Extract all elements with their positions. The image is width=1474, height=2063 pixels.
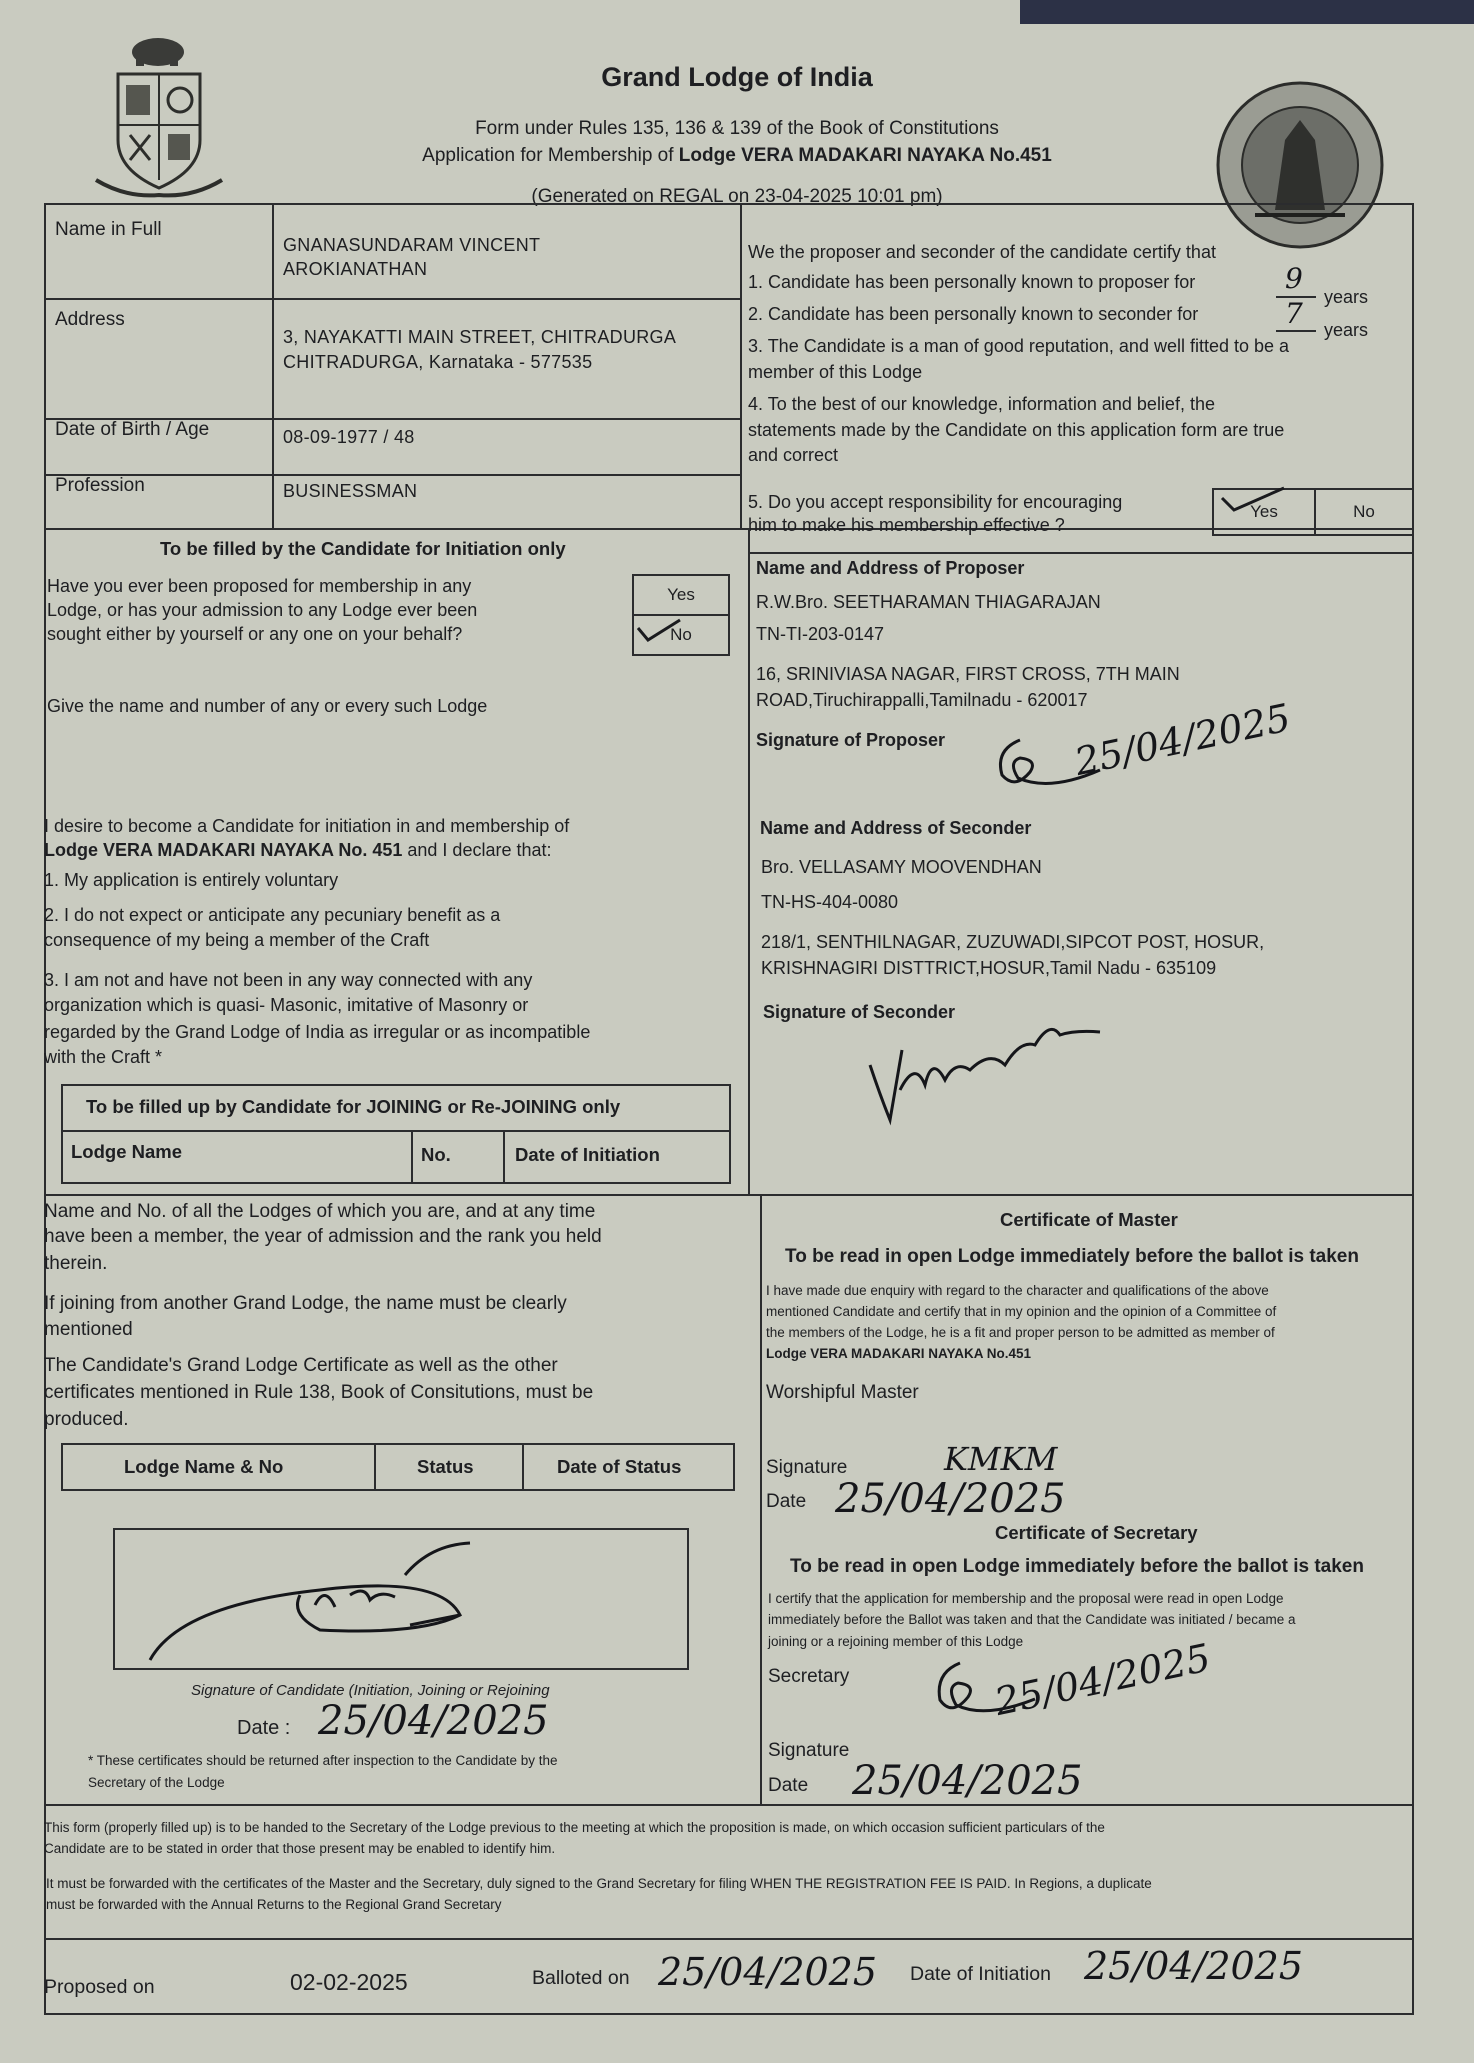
col-date-of-status: Date of Status <box>557 1456 682 1477</box>
declaration-3-line4: with the Craft * <box>44 1047 163 1067</box>
declaration-1: 1. My application is entirely voluntary <box>44 870 339 890</box>
master-certificate-subtitle: To be read in open Lodge immediately before the ballot is taken <box>785 1246 1359 1267</box>
col-lodge-name-no: Lodge Name & No <box>124 1456 284 1477</box>
balloted-on-label: Balloted on <box>532 1967 630 1989</box>
certify-item5-line1: 5. Do you accept responsibility for encouraging <box>748 492 1123 512</box>
master-date-label: Date <box>766 1491 807 1512</box>
initiation-question-line1: Have you ever been proposed for membership in any <box>47 576 472 596</box>
membership-para3-line1: The Candidate's Grand Lodge Certificate as well as the other <box>44 1355 558 1376</box>
seconder-heading: Name and Address of Seconder <box>760 818 1032 838</box>
name-value-line2: AROKIANATHAN <box>283 259 428 279</box>
joining-col-date: Date of Initiation <box>515 1144 660 1165</box>
proposed-on-label: Proposed on <box>44 1976 155 1998</box>
application-lodge-line: Application for Membership of Lodge VERA MADAKARI NAYAKA No.451 <box>422 145 1052 166</box>
master-signature-label: Signature <box>766 1457 848 1478</box>
certify-item1: 1. Candidate has been personally known to proposer for <box>748 272 1196 292</box>
profession-value: BUSINESSMAN <box>283 481 418 501</box>
initiation-question-line2: Lodge, or has your admission to any Lodge ever been <box>47 600 478 620</box>
certify-item4-line1: 4. To the best of our knowledge, information and belief, the <box>748 394 1215 414</box>
proposer-address-line1: 16, SRINIVIASA NAGAR, FIRST CROSS, 7TH MAIN <box>756 664 1180 684</box>
initiation-heading: To be filled by the Candidate for Initiation only <box>160 538 566 559</box>
desire-line1: I desire to become a Candidate for initiation in and membership of <box>44 816 570 836</box>
joining-col-no: No. <box>421 1144 451 1165</box>
proposer-signature-label: Signature of Proposer <box>756 730 946 750</box>
membership-para1-line3: therein. <box>44 1253 108 1274</box>
proposed-before-no-box[interactable]: No <box>632 614 730 656</box>
footer-note1-line1: This form (properly filled up) is to be handed to the Secretary of the Lodge previous to the meeting at which the proposition is made, on which occasion sufficient particulars of the <box>44 1820 1105 1835</box>
balloted-on-value: 25/04/2025 <box>658 1950 878 1994</box>
declaration-3-line2: organization which is quasi- Masonic, imitative of Masonry or <box>44 995 529 1015</box>
col-status: Status <box>417 1456 474 1477</box>
date-of-initiation-label: Date of Initiation <box>910 1963 1051 1985</box>
years-word-1: years <box>1324 287 1369 307</box>
seconder-signature <box>860 1010 1110 1130</box>
membership-para2-line2: mentioned <box>44 1319 133 1340</box>
joining-heading: To be filled up by Candidate for JOINING or Re-JOINING only <box>86 1096 621 1117</box>
address-label: Address <box>55 309 125 330</box>
dob-label: Date of Birth / Age <box>55 419 210 440</box>
initiation-question-line3: sought either by yourself or any one on your behalf? <box>47 624 463 644</box>
seconder-name: Bro. VELLASAMY MOOVENDHAN <box>761 857 1042 877</box>
membership-para2-line1: If joining from another Grand Lodge, the name must be clearly <box>44 1293 567 1314</box>
master-text-lodge: Lodge VERA MADAKARI NAYAKA No.451 <box>766 1346 1032 1361</box>
secretary-certificate-subtitle: To be read in open Lodge immediately before the ballot is taken <box>790 1556 1364 1577</box>
responsibility-yes-box[interactable]: Yes <box>1212 488 1316 536</box>
name-label: Name in Full <box>55 219 162 240</box>
certify-item3-line2: member of this Lodge <box>748 362 923 382</box>
proposed-on-value: 02-02-2025 <box>290 1969 408 1995</box>
certify-item4-line3: and correct <box>748 445 839 465</box>
seconder-years-handwritten: 7 <box>1285 297 1303 330</box>
candidate-signature-caption: Signature of Candidate (Initiation, Joining or Rejoining <box>191 1682 550 1699</box>
footer-note1-line2: Candidate are to be stated in order that those present may be enabled to identify him. <box>44 1841 556 1856</box>
seconder-address-line2: KRISHNAGIRI DISTTRICT,HOSUR,Tamil Nadu - 635109 <box>761 958 1217 978</box>
candidate-date-label: Date : <box>237 1717 291 1739</box>
responsibility-no-box[interactable]: No <box>1314 488 1414 536</box>
declaration-3-line3: regarded by the Grand Lodge of India as irregular or as incompatible <box>44 1022 591 1042</box>
certify-item5-line2: him to make his membership effective ? <box>748 515 1065 535</box>
years-word-2: years <box>1324 320 1369 340</box>
seconder-id: TN-HS-404-0080 <box>761 892 899 912</box>
secretary-date-label: Date <box>768 1775 809 1796</box>
proposer-heading: Name and Address of Proposer <box>756 558 1025 578</box>
proposer-address-line2: ROAD,Tiruchirappalli,Tamilnadu - 620017 <box>756 690 1088 710</box>
certify-item2: 2. Candidate has been personally known to seconder for <box>748 304 1199 324</box>
footnote-line2: Secretary of the Lodge <box>88 1775 225 1790</box>
proposed-before-yes-box[interactable]: Yes <box>632 574 730 616</box>
candidate-signature-date: 25/04/2025 <box>318 1698 549 1744</box>
form-title: Grand Lodge of India <box>601 62 873 92</box>
seconder-signature-label: Signature of Seconder <box>763 1002 956 1022</box>
certify-item4-line2: statements made by the Candidate on this application form are true <box>748 420 1285 440</box>
secretary-text-line3: joining or a rejoining member of this Lodge <box>768 1634 1024 1649</box>
address-value-line1: 3, NAYAKATTI MAIN STREET, CHITRADURGA <box>283 327 677 347</box>
seconder-address-line1: 218/1, SENTHILNAGAR, ZUZUWADI,SIPCOT POST, HOSUR, <box>761 932 1265 952</box>
proposer-years-handwritten: 9 <box>1285 262 1303 295</box>
generated-on-line: (Generated on REGAL on 23-04-2025 10:01 pm) <box>531 186 943 207</box>
proposer-id: TN-TI-203-0147 <box>756 624 885 644</box>
scan-edge-band <box>1020 0 1474 24</box>
no-tick-icon <box>634 616 684 644</box>
master-certificate-title: Certificate of Master <box>1000 1209 1178 1230</box>
membership-para1-line2: have been a member, the year of admission and the rank you held <box>44 1226 602 1247</box>
declaration-2-line2: consequence of my being a member of the Craft <box>44 930 430 950</box>
give-lodge-name-text: Give the name and number of any or every such Lodge <box>47 696 488 716</box>
master-text-line2: mentioned Candidate and certify that in my opinion and the opinion of a Committee of <box>766 1304 1277 1319</box>
master-signature: KMKM <box>944 1440 1058 1478</box>
dob-value: 08-09-1977 / 48 <box>283 427 415 447</box>
secretary-certificate-title: Certificate of Secretary <box>995 1522 1198 1543</box>
footnote-line1: * These certificates should be returned after inspection to the Candidate by the <box>88 1753 558 1768</box>
secretary-text-line1: I certify that the application for membership and the proposal were read in open Lodge <box>768 1591 1284 1606</box>
grand-lodge-crest-icon <box>96 30 226 200</box>
master-text-line3: the members of the Lodge, he is a fit and proper person to be admitted as member of <box>766 1325 1275 1340</box>
membership-para3-line3: produced. <box>44 1409 129 1430</box>
joining-col-lodge-name: Lodge Name <box>71 1141 183 1162</box>
footer-note2-line1: It must be forwarded with the certificates of the Master and the Secretary, duly signed to the Grand Secretary for filing WHEN THE REGISTRATION FEE IS PAID. In Regions, a duplicate <box>46 1876 1152 1891</box>
worshipful-master-label: Worshipful Master <box>766 1382 919 1403</box>
date-of-initiation-value: 25/04/2025 <box>1084 1944 1304 1988</box>
candidate-signature <box>140 1535 560 1665</box>
secretary-signature-date: 25/04/2025 <box>990 1635 1215 1724</box>
footer-note2-line2: must be forwarded with the Annual Returns to the Regional Grand Secretary <box>46 1897 502 1912</box>
proposer-signature-date: 25/04/2025 <box>1070 695 1295 784</box>
desire-line2: Lodge VERA MADAKARI NAYAKA No. 451 and I declare that: <box>44 840 552 860</box>
certify-intro: We the proposer and seconder of the candidate certify that <box>748 242 1216 262</box>
master-date: 25/04/2025 <box>835 1476 1066 1522</box>
secretary-label: Secretary <box>768 1666 850 1687</box>
master-text-line1: I have made due enquiry with regard to the character and qualifications of the above <box>766 1283 1269 1298</box>
certify-item3-line1: 3. The Candidate is a man of good reputation, and well fitted to be a <box>748 336 1290 356</box>
declaration-3-line1: 3. I am not and have not been in any way connected with any <box>44 970 533 990</box>
address-value-line2: CHITRADURGA, Karnataka - 577535 <box>283 352 593 372</box>
membership-para1-line1: Name and No. of all the Lodges of which you are, and at any time <box>44 1201 596 1222</box>
secretary-signature-label: Signature <box>768 1740 850 1761</box>
membership-para3-line2: certificates mentioned in Rule 138, Book of Consitutions, must be <box>44 1382 594 1403</box>
yes-tick-icon <box>1218 484 1288 514</box>
proposer-name: R.W.Bro. SEETHARAMAN THIAGARAJAN <box>756 592 1101 612</box>
declaration-2-line1: 2. I do not expect or anticipate any pecuniary benefit as a <box>44 905 501 925</box>
form-rules-line: Form under Rules 135, 136 & 139 of the Book of Constitutions <box>475 118 999 139</box>
name-value-line1: GNANASUNDARAM VINCENT <box>283 235 541 255</box>
secretary-date: 25/04/2025 <box>852 1758 1083 1804</box>
profession-label: Profession <box>55 475 145 496</box>
secretary-text-line2: immediately before the Ballot was taken and that the Candidate was initiated / became a <box>768 1612 1296 1627</box>
